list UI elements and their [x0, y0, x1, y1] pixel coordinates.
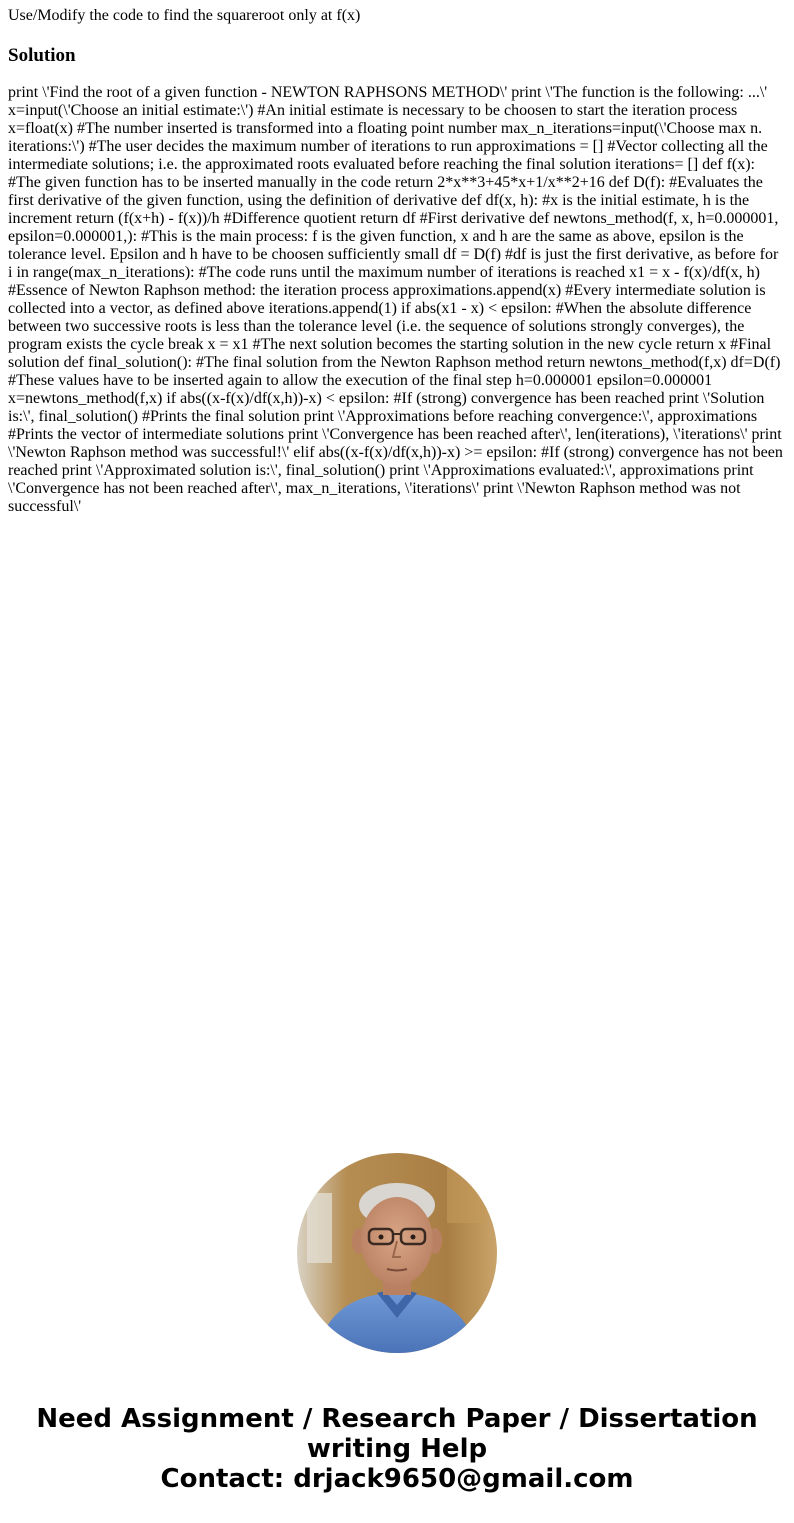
solution-heading: Solution	[8, 45, 76, 66]
promo-banner	[0, 1404, 794, 1494]
question-text: Use/Modify the code to find the squareroot only at f(x)	[8, 7, 361, 24]
promo-contact-email: Contact: drjack9650@gmail.com	[160, 1464, 634, 1494]
solution-body: print \'Find the root of a given function - NEWTON RAPHSONS METHOD\' print \'The function is the following: ...\' x=input(\'Choose an initial estimate:\') #An initial estimate is necessary to be choosen to start the iteration process x=float(x) #The number inserted is transformed into a floating point number max_n_iterations=input(\'Choose max n. iterations:\') #The user decides the maximum number of iterations to run approximations = [] #Vector collecting all the intermediate solutions; i.e. the approximated roots evaluated before reaching the final solution iterations= [] def f(x): #The given function has to be inserted manually in the code return 2*x**3+45*x+1/x**2+16 def D(f): #Evaluates the first derivative of the given function, using the definition of derivative def df(x, h): #x is the initial estimate, h is the increment return (f(x+h) - f(x))/h #Difference quotient return df #First derivative def newtons_method(f, x, h=0.000001, epsilon=0.000001,): #This is the main process: f is the given function, x and h are the same as above, epsilon is the tolerance level. Epsilon and h have to be choosen sufficiently small df = D(f) #df is just the first derivative, as before for i in range(max_n_iterations): #The code runs until the maximum number of iterations is reached x1 = x - f(x)/df(x, h) #Essence of Newton Raphson method: the iteration process approximations.append(x) #Every intermediate solution is collected into a vector, as defined above iterations.append(1) if abs(x1 - x) < epsilon: #When the absolute difference between two successive roots is less than the tolerance level (i.e. the sequence of solutions strongly converges), the program exists the cycle break x = x1 #The next solution becomes the starting solution in the new cycle return x #Final solution def final_solution(): #The final solution from the Newton Raphson method return newtons_method(f,x) df=D(f) #These values have to be inserted again to allow the execution of the final step h=0.000001 epsilon=0.000001 x=newtons_method(f,x) if abs((x-f(x)/df(x,h))-x) < epsilon: #If (strong) convergence has been reached print \'Solution is:\', final_solution() #Prints the final solution print \'Approximations before reaching convergence:\', approximations #Prints the vector of intermediate solutions print \'Convergence has been reached after\', len(iterations), \'iterations\' print \'Newton Raphson method was successful!\' elif abs((x-f(x)/df(x,h))-x) >= epsilon: #If (strong) convergence has not been reached print \'Approximated solution is:\', final_solution() print \'Approximations evaluated:\', approximations print \'Convergence has not been reached after\', max_n_iterations, \'iterations\' print \'Newton Raphson method was not successful\'	[8, 84, 783, 515]
author-avatar	[297, 1153, 497, 1353]
promo-line-assignment: Need Assignment / Research Paper / Dissertation	[36, 1404, 758, 1434]
promo-line-writing-help: writing Help	[306, 1434, 488, 1464]
author-photo-icon	[297, 1153, 497, 1353]
